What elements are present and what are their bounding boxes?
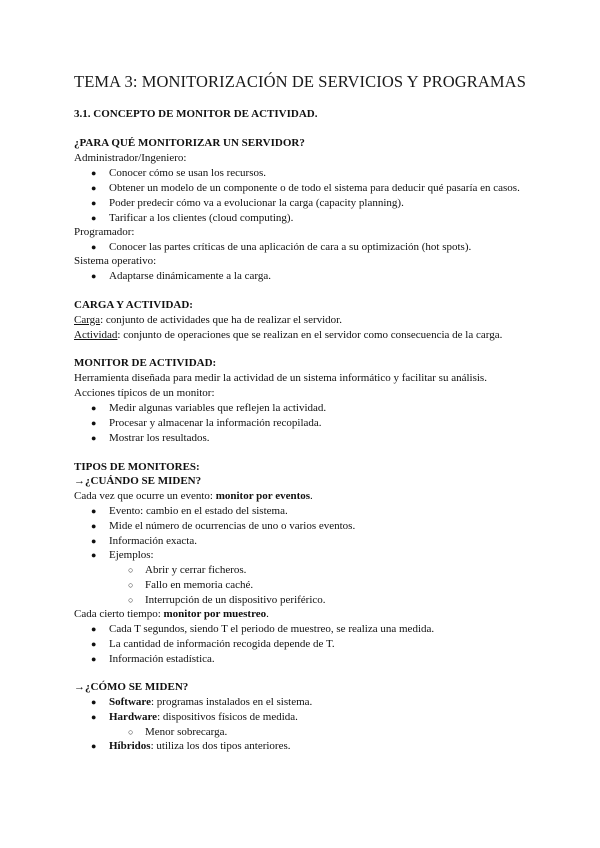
admin-item-3: Poder predecir cómo va a evolucionar la carga (capacity planning). bbox=[109, 197, 404, 209]
bullet-icon: ● bbox=[91, 624, 97, 634]
action-item-3: Mostrar los resultados. bbox=[109, 432, 210, 444]
how-heading: →¿CÓMO SE MIDEN? bbox=[74, 681, 189, 693]
bullet-icon: ● bbox=[91, 213, 97, 223]
events-intro: Cada vez que ocurre un evento: bbox=[74, 490, 216, 502]
actividad-term: Actividad bbox=[74, 329, 118, 341]
hardware-text: : dispositivos físicos de medida. bbox=[157, 711, 298, 723]
hardware-sub-item: Menor sobrecarga. bbox=[145, 726, 228, 738]
hybrid-line bbox=[109, 740, 291, 753]
bullet-icon: ● bbox=[91, 536, 97, 546]
bullet-icon: ● bbox=[91, 741, 97, 751]
carga-line bbox=[74, 314, 342, 327]
sampling-item-3: Información estadística. bbox=[109, 653, 215, 665]
circle-bullet-icon: ○ bbox=[128, 565, 134, 575]
event-item-4: Ejemplos: bbox=[109, 549, 154, 561]
bullet-icon: ● bbox=[91, 183, 97, 193]
bullet-icon: ● bbox=[91, 654, 97, 664]
events-bold: monitor por eventos bbox=[215, 490, 311, 502]
prog-item-1: Conocer las partes críticas de una aplicación de cara a su optimización (hot spots). bbox=[109, 241, 472, 253]
sampling-intro-line bbox=[74, 608, 269, 621]
bullet-icon: ● bbox=[91, 198, 97, 208]
software-term: Software bbox=[109, 696, 151, 708]
load-heading: CARGA Y ACTIVIDAD: bbox=[74, 299, 193, 311]
actividad-definition: : conjunto de operaciones que se realizan en el servidor como consecuencia de la carga. bbox=[117, 329, 503, 341]
hardware-line bbox=[109, 711, 298, 724]
admin-item-4: Tarificar a los clientes (cloud computing). bbox=[109, 212, 294, 224]
bullet-icon: ● bbox=[91, 506, 97, 516]
bullet-icon: ● bbox=[91, 242, 97, 252]
hybrid-term: Híbridos bbox=[109, 740, 151, 752]
bullet-icon: ● bbox=[91, 712, 97, 722]
monitor-definition: Herramienta diseñada para medir la actividad de un sistema informático y facilitar su análisis. bbox=[74, 372, 487, 384]
sampling-item-2: La cantidad de información recogida depende de T. bbox=[109, 638, 335, 650]
event-item-3: Información exacta. bbox=[109, 535, 197, 547]
document-title: TEMA 3: MONITORIZACIÓN DE SERVICIOS Y PROGRAMAS bbox=[74, 72, 526, 91]
example-item-2: Fallo en memoria caché. bbox=[145, 579, 254, 591]
bullet-icon: ● bbox=[91, 433, 97, 443]
bullet-icon: ● bbox=[91, 168, 97, 178]
why-heading: ¿PARA QUÉ MONITORIZAR UN SERVIDOR? bbox=[74, 137, 305, 149]
sampling-item-1: Cada T segundos, siendo T el periodo de muestreo, se realiza una medida. bbox=[109, 623, 435, 635]
bullet-icon: ● bbox=[91, 521, 97, 531]
hybrid-text: : utiliza los dos tipos anteriores. bbox=[150, 740, 291, 752]
software-line bbox=[109, 696, 312, 709]
bullet-icon: ● bbox=[91, 639, 97, 649]
os-item-1: Adaptarse dinámicamente a la carga. bbox=[109, 270, 271, 282]
action-item-2: Procesar y almacenar la información recopilada. bbox=[109, 417, 322, 429]
admin-item-2: Obtener un modelo de un componente o de todo el sistema para deducir qué pasaría en casos. bbox=[109, 182, 520, 194]
bullet-icon: ● bbox=[91, 550, 97, 560]
actions-label: Acciones típicos de un monitor: bbox=[74, 387, 215, 399]
bullet-icon: ● bbox=[91, 418, 97, 428]
events-intro-line bbox=[74, 490, 313, 503]
sampling-end: . bbox=[266, 608, 269, 620]
action-item-1: Medir algunas variables que reflejen la actividad. bbox=[109, 402, 327, 414]
sampling-bold: monitor por muestreo bbox=[163, 608, 267, 620]
types-heading: TIPOS DE MONITORES: bbox=[74, 461, 200, 473]
prog-label: Programador: bbox=[74, 226, 135, 238]
example-item-1: Abrir y cerrar ficheros. bbox=[145, 564, 247, 576]
circle-bullet-icon: ○ bbox=[128, 595, 134, 605]
bullet-icon: ● bbox=[91, 271, 97, 281]
event-item-1: Evento: cambio en el estado del sistema. bbox=[109, 505, 288, 517]
monitor-heading: MONITOR DE ACTIVIDAD: bbox=[74, 357, 217, 369]
admin-label: Administrador/Ingeniero: bbox=[74, 152, 187, 164]
admin-item-1: Conocer cómo se usan los recursos. bbox=[109, 167, 267, 179]
when-heading: →¿CUÁNDO SE MIDEN? bbox=[74, 475, 202, 487]
sampling-intro: Cada cierto tiempo: bbox=[74, 608, 164, 620]
software-text: : programas instalados en el sistema. bbox=[150, 696, 313, 708]
event-item-2: Mide el número de ocurrencias de uno o varios eventos. bbox=[109, 520, 356, 532]
circle-bullet-icon: ○ bbox=[128, 727, 134, 737]
section-heading: 3.1. CONCEPTO DE MONITOR DE ACTIVIDAD. bbox=[74, 108, 318, 120]
actividad-line bbox=[74, 329, 502, 342]
hardware-term: Hardware bbox=[109, 711, 158, 723]
events-end: . bbox=[310, 490, 313, 502]
carga-term: Carga bbox=[74, 314, 101, 326]
circle-bullet-icon: ○ bbox=[128, 580, 134, 590]
carga-definition: : conjunto de actividades que ha de realizar el servidor. bbox=[100, 314, 342, 326]
bullet-icon: ● bbox=[91, 403, 97, 413]
example-item-3: Interrupción de un dispositivo periférico. bbox=[145, 594, 326, 606]
bullet-icon: ● bbox=[91, 697, 97, 707]
os-label: Sistema operativo: bbox=[74, 255, 157, 267]
